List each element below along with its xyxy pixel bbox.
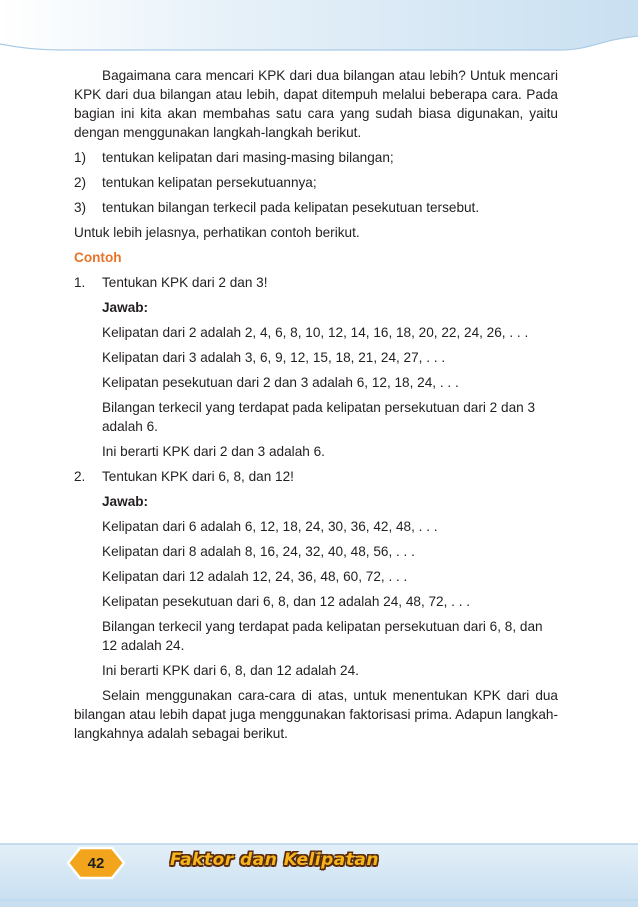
example-1 xyxy=(74,273,558,461)
example-2 xyxy=(74,467,558,680)
example-question: Tentukan KPK dari 6, 8, dan 12! xyxy=(102,469,294,484)
answer-line: Bilangan terkecil yang terdapat pada kelipatan persekutuan dari 2 dan 3 adalah 6. xyxy=(102,400,536,434)
list-item xyxy=(74,148,558,167)
answer-line: Bilangan terkecil yang terdapat pada kelipatan persekutuan dari 6, 8, dan 12 adalah 24. xyxy=(102,619,543,653)
step-number: 2) xyxy=(74,175,87,190)
list-item xyxy=(74,173,558,192)
answer-line: Kelipatan dari 6 adalah 6, 12, 18, 24, 30, 36, 42, 48, . . . xyxy=(102,519,438,534)
step-text: tentukan bilangan terkecil pada kelipatan pesekutuan tersebut. xyxy=(102,200,480,215)
step-text: tentukan kelipatan dari masing-masing bilangan; xyxy=(102,150,394,165)
steps-list xyxy=(74,148,558,217)
closing-paragraph: Selain menggunakan cara-cara di atas, untuk menentukan KPK dari dua bilangan atau lebih dapat juga menggunakan faktorisasi prima. Adapun langkah-langkahnya adalah sebagai berikut. xyxy=(74,688,558,741)
step-number: 1) xyxy=(74,150,87,165)
contoh-heading: Contoh xyxy=(74,250,122,265)
answer-line: Kelipatan dari 8 adalah 8, 16, 24, 32, 40, 48, 56, . . . xyxy=(102,544,415,559)
answer-line: Ini berarti KPK dari 6, 8, dan 12 adalah 24. xyxy=(102,663,359,678)
answer-line: Kelipatan dari 2 adalah 2, 4, 6, 8, 10, 12, 14, 16, 18, 20, 22, 24, 26, . . . xyxy=(102,325,529,340)
answer-line: Kelipatan dari 3 adalah 3, 6, 9, 12, 15, 18, 21, 24, 27, . . . xyxy=(102,350,446,365)
jawab-label: Jawab: xyxy=(102,494,149,509)
chapter-title: Faktor dan Kelipatan xyxy=(170,850,379,870)
jawab-label: Jawab: xyxy=(102,300,149,315)
example-question-row xyxy=(74,467,558,486)
answer-line: Kelipatan pesekutuan dari 6, 8, dan 12 adalah 24, 48, 72, . . . xyxy=(102,594,471,609)
page-content xyxy=(74,66,558,749)
step-text: tentukan kelipatan persekutuannya; xyxy=(102,175,317,190)
example-question-row xyxy=(74,273,558,292)
example-number: 1. xyxy=(74,275,86,290)
header-decoration xyxy=(0,0,638,70)
answer-line: Kelipatan dari 12 adalah 12, 24, 36, 48, 60, 72, . . . xyxy=(102,569,408,584)
step-number: 3) xyxy=(74,200,87,215)
answer-line: Ini berarti KPK dari 2 dan 3 adalah 6. xyxy=(102,444,325,459)
example-question: Tentukan KPK dari 2 dan 3! xyxy=(102,275,268,290)
example-number: 2. xyxy=(74,469,86,484)
example-answer xyxy=(74,492,558,680)
intro-paragraph: Bagaimana cara mencari KPK dari dua bilangan atau lebih? Untuk mencari KPK dari dua bilangan atau lebih, dapat ditempuh melalui beberapa cara. Pada bagian ini kita akan membahas satu cara yang sudah biasa digunakan, yaitu dengan menggunakan langkah-langkah berikut. xyxy=(74,68,558,140)
list-item xyxy=(74,198,558,217)
lead-text: Untuk lebih jelasnya, perhatikan contoh berikut. xyxy=(74,225,360,240)
page-number: 42 xyxy=(87,854,105,872)
example-answer xyxy=(74,298,558,461)
answer-line: Kelipatan pesekutuan dari 2 dan 3 adalah 6, 12, 18, 24, . . . xyxy=(102,375,459,390)
